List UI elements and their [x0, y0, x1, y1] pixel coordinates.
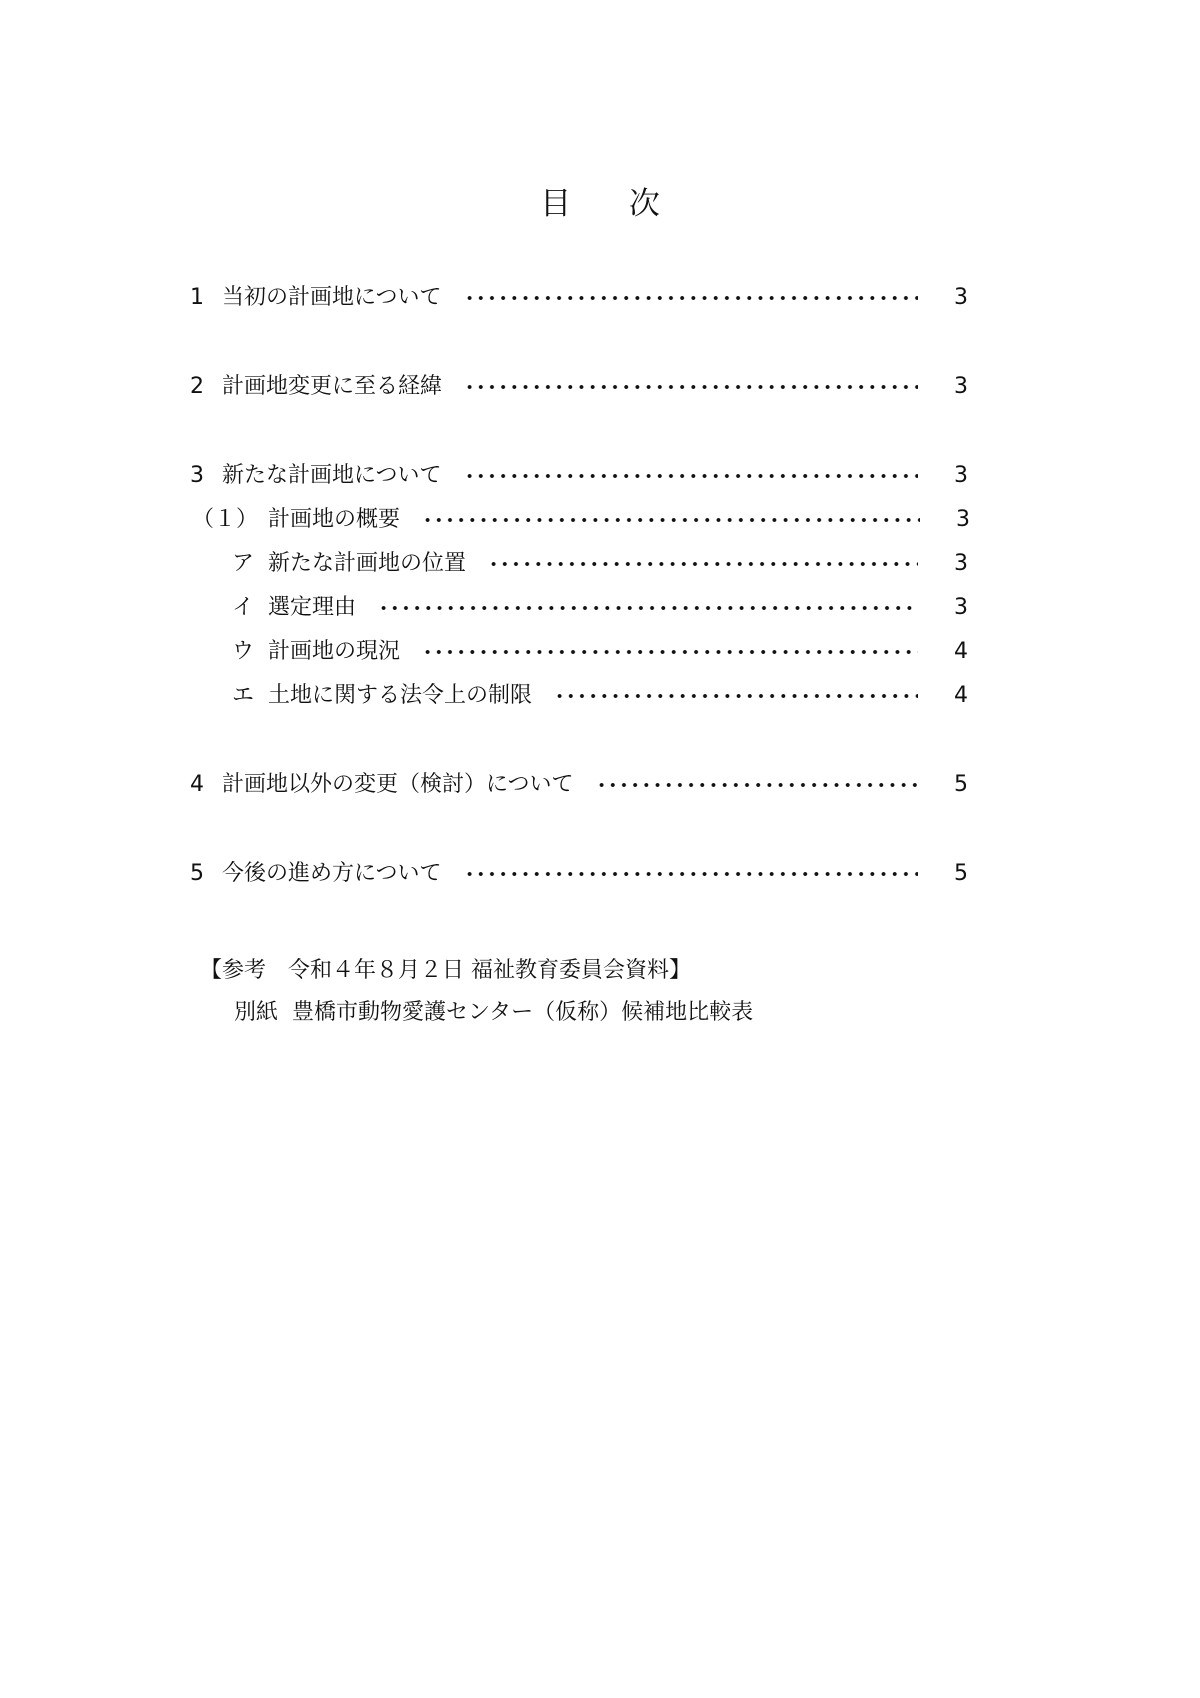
- dot-leader: [464, 473, 918, 479]
- toc-number: ア: [232, 551, 255, 576]
- toc-label: 当初の計画地について: [222, 285, 442, 310]
- toc-entry-3-1-a[interactable]: [232, 547, 968, 581]
- toc-page-number: 4: [954, 639, 968, 664]
- attachment-title: 豊橋市動物愛護センター（仮称）候補地比較表: [292, 1000, 754, 1025]
- toc-page-number: 3: [956, 507, 970, 532]
- toc-number: イ: [232, 595, 255, 620]
- toc-page-number: 3: [954, 551, 968, 576]
- toc-page-number: 3: [954, 595, 968, 620]
- dot-leader: [464, 295, 918, 301]
- toc-entry-3-1-u[interactable]: [232, 635, 968, 669]
- toc-page-number: 3: [954, 463, 968, 488]
- toc-label: 新たな計画地の位置: [268, 551, 467, 576]
- toc-entry-3-1[interactable]: [192, 503, 970, 537]
- dot-leader: [422, 649, 918, 655]
- toc-entry-3-1-e[interactable]: [232, 679, 968, 713]
- toc-page-number: 5: [954, 772, 968, 797]
- toc-label: 計画地の概要: [268, 507, 401, 532]
- toc-label: 土地に関する法令上の制限: [268, 683, 533, 708]
- toc-page-number: 5: [954, 861, 968, 886]
- toc-page-number: 4: [954, 683, 968, 708]
- reference-attachment[interactable]: [234, 996, 753, 1030]
- toc-number: エ: [232, 683, 255, 708]
- dot-leader: [488, 561, 918, 567]
- toc-number: 2: [190, 374, 204, 399]
- toc-number: 1: [190, 285, 204, 310]
- toc-page-number: 3: [954, 285, 968, 310]
- toc-entry-3-1-i[interactable]: [232, 591, 968, 625]
- toc-label: 選定理由: [268, 595, 357, 620]
- toc-entry-1[interactable]: [190, 281, 968, 315]
- toc-entry-2[interactable]: [190, 370, 968, 404]
- toc-entry-3[interactable]: [190, 459, 968, 493]
- toc-number: 5: [190, 861, 204, 886]
- dot-leader: [596, 782, 918, 788]
- dot-leader: [464, 871, 918, 877]
- toc-number: 4: [190, 772, 204, 797]
- dot-leader: [464, 384, 918, 390]
- dot-leader: [422, 517, 920, 523]
- attachment-label: 別紙: [234, 1000, 279, 1025]
- toc-number: ウ: [232, 639, 255, 664]
- toc-page-number: 3: [954, 374, 968, 399]
- toc-label: 計画地変更に至る経緯: [222, 374, 443, 399]
- toc-entry-4[interactable]: [190, 768, 968, 802]
- dot-leader: [554, 693, 918, 699]
- toc-label: 今後の進め方について: [222, 861, 442, 886]
- toc-entry-5[interactable]: [190, 857, 968, 891]
- toc-number: 3: [190, 463, 204, 488]
- toc-label: 計画地以外の変更（検討）について: [222, 772, 574, 797]
- toc-label: 新たな計画地について: [222, 463, 442, 488]
- reference-heading: 【参考 令和４年８月２日 福祉教育委員会資料】: [200, 958, 691, 983]
- dot-leader: [378, 605, 918, 611]
- page-title: 目 次: [540, 186, 684, 222]
- toc-number: （１）: [192, 507, 259, 532]
- toc-label: 計画地の現況: [268, 639, 401, 664]
